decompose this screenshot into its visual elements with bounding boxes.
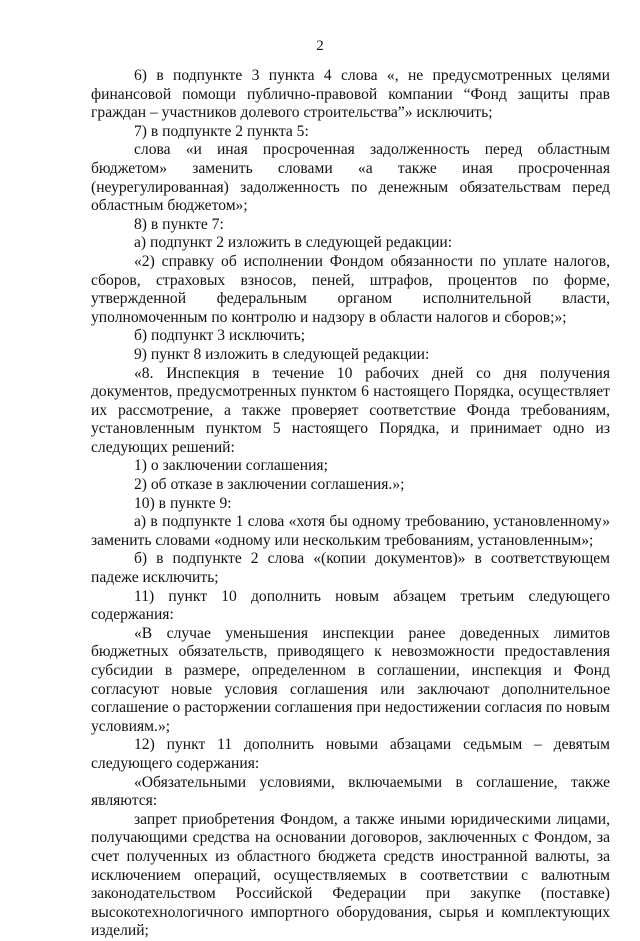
paragraph: запрет приобретения Фондом, а также иными юридическими лицами, получающими средства на основании договоров, заключенных с Фондом, за счет полученных из областного бюджета средств иностранной валюты, за исключением операций, осуществляемых в соответствии с валютным законодательством Российской Федерации при закупке (поставке) высокотехнологичного импортного оборудования, сырья и комплектующих изделий; [91,810,610,940]
paragraph: «Обязательными условиями, включаемыми в соглашение, также являются: [91,773,610,810]
paragraph: б) подпункт 3 исключить; [134,327,306,345]
paragraph: 11) пункт 10 дополнить новым абзацем третьим следующего содержания: [91,587,610,624]
paragraph: 6) в подпункте 3 пункта 4 слова «, не предусмотренных целями финансовой помощи публично-правовой компании “Фонд защиты прав граждан – участников долевого строительства”» исключить; [91,67,610,122]
paragraph: а) в подпункте 1 слова «хотя бы одному требованию, установленному» заменить словами «одному или нескольким требованиям, установленным»; [91,513,610,549]
paragraph: 12) пункт 11 дополнить новыми абзацами седьмым – девятым следующего содержания: [91,736,610,772]
paragraph: «8. Инспекция в течение 10 рабочих дней со дня получения документов, предусмотренных пунктом 6 настоящего Порядка, осуществляет их рассмотрение, а также проверяет соответствие Фонда требованиям, установленным пунктом 5 настоящего Порядка, и принимает одно из следующих решений: [91,364,610,456]
paragraph: 8) в пункте 7: [134,215,224,233]
document-body [91,67,610,941]
paragraph: а) подпункт 2 изложить в следующей редакции: [134,234,453,252]
paragraph: «2) справку об исполнении Фондом обязанности по уплате налогов, сборов, страховых взносов, пеней, штрафов, процентов по форме, утвержденной федеральным органом исполнительной власти, уполномоченным по контролю и надзору в области налогов и сборов;»; [91,252,610,326]
paragraph: 1) о заключении соглашения; [134,457,328,475]
paragraph: 7) в подпункте 2 пункта 5: [134,122,309,140]
paragraph: «В случае уменьшения инспекции ранее доведенных лимитов бюджетных обязательств, приводящего к невозможности предоставления субсидии в размере, определенном в соглашении, инспекция и Фонд согласуют новые условия соглашения или заключают дополнительное соглашение о расторжении соглашения при недостижении согласия по новым условиям.»; [91,624,610,735]
paragraph: слова «и иная просроченная задолженность перед областным бюджетом» заменить словами «а также иная просроченная (неурегулированная) задолженность по денежным обязательствам перед областным бюджетом»; [91,141,610,215]
paragraph: 9) пункт 8 изложить в следующей редакции: [134,345,430,363]
paragraph: 10) в пункте 9: [134,494,232,512]
page-number: 2 [316,38,324,54]
paragraph: б) в подпункте 2 слова «(копии документов)» в соответствующем падеже исключить; [91,550,610,587]
paragraph: 2) об отказе в заключении соглашения.»; [134,476,405,494]
